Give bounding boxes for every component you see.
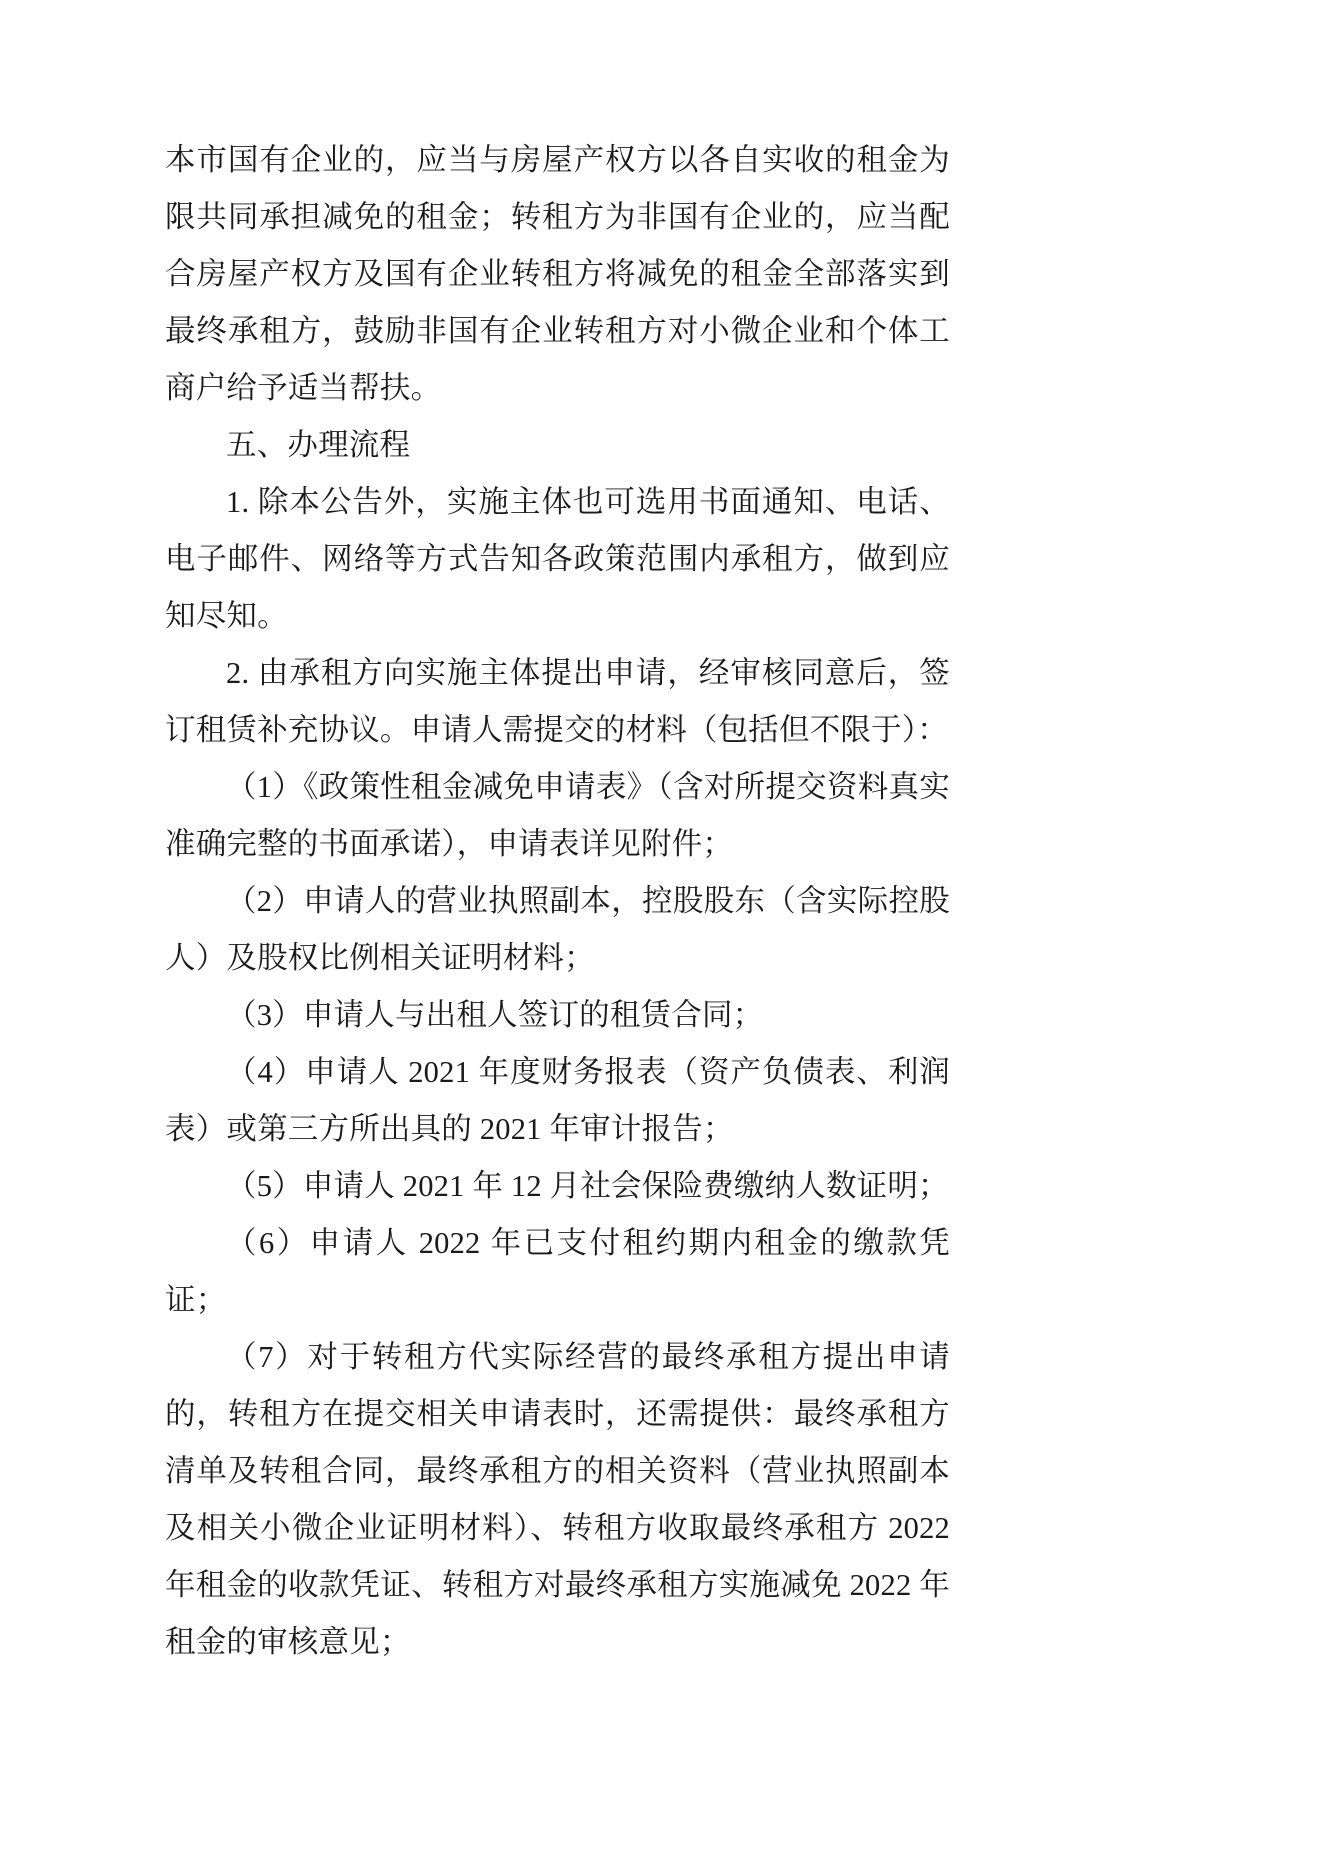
paragraph-item-2-sub-7: （7）对于转租方代实际经营的最终承租方提出申请的，转租方在提交相关申请表时，还需提供：最终承租方清单及转租合同，最终承租方的相关资料（营业执照副本及相关小微企业证明材料）、转租方收取最终承租方 2022 年租金的收款凭证、转租方对最终承租方实施减免 2022 年租金的审核意见；: [165, 1340, 958, 1659]
paragraph-item-2-sub-3: （3）申请人与出租人签订的租赁合同；: [226, 998, 764, 1032]
paragraph-item-2-sub-2: （2）申请人的营业执照副本，控股股东（含实际控股人）及股权比例相关证明材料；: [165, 884, 950, 975]
paragraph-item-2-sub-4: （4）申请人 2021 年度财务报表（资产负债表、利润表）或第三方所出具的 2021 年审计报告；: [165, 1055, 950, 1146]
paragraph-item-2-sub-1: （1）《政策性租金减免申请表》（含对所提交资料真实准确完整的书面承诺），申请表详见附件；: [165, 770, 950, 861]
paragraph-item-1: 1. 除本公告外，实施主体也可选用书面通知、电话、电子邮件、网络等方式告知各政策范围内承租方，做到应知尽知。: [165, 485, 950, 633]
paragraph-item-2-sub-6: （6）申请人 2022 年已支付租约期内租金的缴款凭证；: [165, 1226, 950, 1317]
document-text-body: [165, 132, 958, 1671]
paragraph-state-owned-enterprise: 本市国有企业的，应当与房屋产权方以各自实收的租金为限共同承担减免的租金；转租方为非国有企业的，应当配合房屋产权方及国有企业转租方将减免的租金全部落实到最终承租方，鼓励非国有企业转租方对小微企业和个体工商户给予适当帮扶。: [165, 143, 950, 405]
paragraph-item-2-sub-5: （5）申请人 2021 年 12 月社会保险费缴纳人数证明；: [226, 1169, 949, 1203]
paragraph-section-five-heading: 五、办理流程: [226, 428, 411, 462]
paragraph-item-2: 2. 由承租方向实施主体提出申请，经审核同意后，签订租赁补充协议。申请人需提交的材料（包括但不限于）：: [165, 656, 950, 747]
